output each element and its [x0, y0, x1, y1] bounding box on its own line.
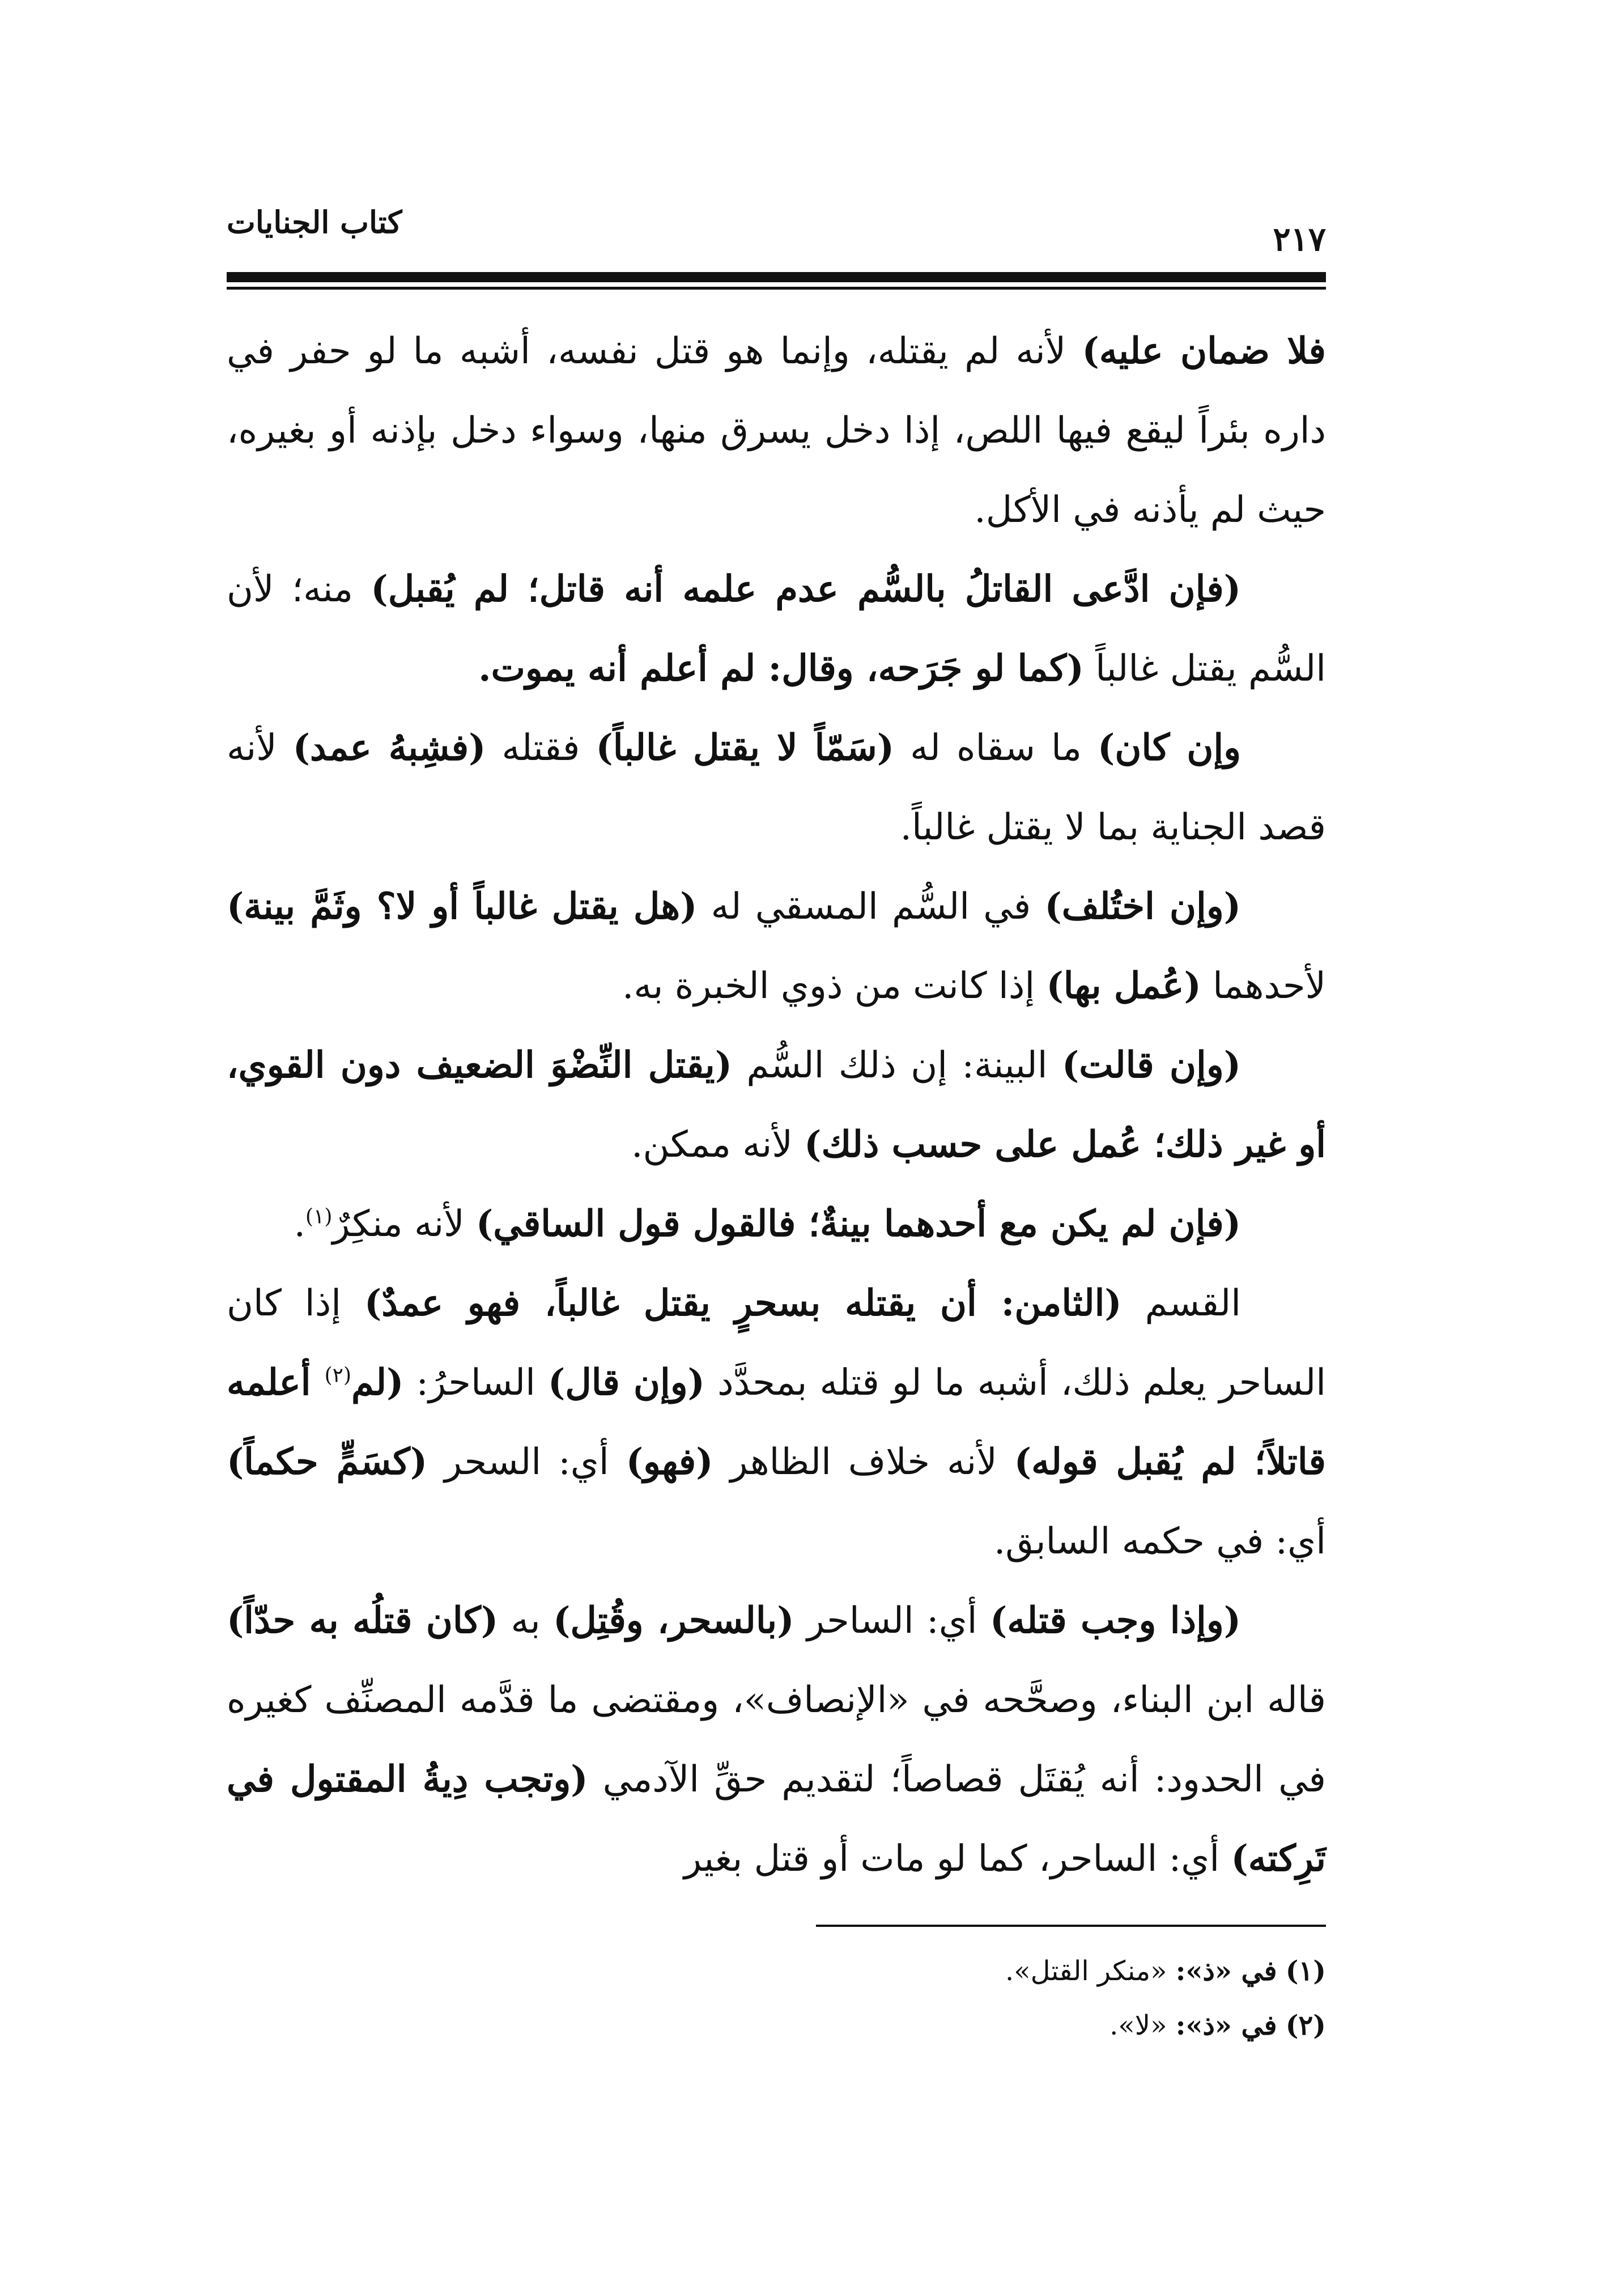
sharh-text: ما سقاه له — [894, 727, 1098, 769]
page-number: ٢١٧ — [1273, 220, 1326, 258]
footnote — [567, 1944, 1326, 1998]
footnote-source: في «ذ»: — [1175, 1955, 1277, 1987]
matn-text: (الثامن: أن يقتله بسحرٍ يقتل غالباً، فهو عمدٌ) — [364, 1282, 1122, 1324]
paragraph — [227, 1581, 1326, 1899]
paragraph — [227, 1026, 1326, 1184]
matn-text: (كما لو جَرَحه، وقال: لم أعلم أنه يموت. — [478, 647, 1084, 690]
matn-text: (فشِبهُ عمد) — [292, 727, 486, 769]
sharh-text: لأحدهما — [1201, 965, 1326, 1007]
footnote-number: (٢) — [1285, 2010, 1326, 2041]
matn-text: (هل يقتل غالباً أو لا؟ وثَمَّ بينة) — [227, 885, 698, 928]
footnote-reference: (١) — [305, 1205, 333, 1229]
sharh-text: منه؛ لأن السُّم يقتل غالباً — [227, 568, 1326, 690]
sharh-text: لأنه ممكن. — [631, 1124, 805, 1166]
matn-text: (وتجب دِيةُ المقتول في تَرِكته) — [227, 1758, 1326, 1880]
paragraph — [227, 867, 1326, 1026]
sharh-text: أي: الساحر — [794, 1600, 990, 1642]
sharh-text: لأنه قصد الجناية بما لا يقتل غالباً. — [227, 727, 1326, 848]
matn-text: (كان قتلُه به حدّاً) — [227, 1599, 499, 1642]
header-rule-thick — [227, 272, 1326, 282]
matn-text: وإن كان) — [1098, 727, 1242, 769]
matn-text: (وإن اختُلف) — [1044, 885, 1242, 928]
sharh-text: لأنه منكِرٌ — [332, 1203, 476, 1245]
footnote-text: «منكر القتل». — [1005, 1955, 1167, 1987]
footnote-text: «لا». — [1109, 2010, 1167, 2041]
body-text — [227, 312, 1326, 1899]
matn-text: (سَمّاً لا يقتل غالباً) — [596, 727, 894, 769]
sharh-text: . — [294, 1203, 305, 1245]
sharh-text: في السُّم المسقي له — [697, 886, 1045, 928]
sharh-text: أي: السحر — [427, 1441, 626, 1483]
matn-text: أعلمه قاتلاً؛ لم يُقبل قوله) — [227, 1361, 1327, 1483]
page-header — [227, 204, 1326, 266]
paragraph — [227, 708, 1326, 867]
sharh-text: لأنه لم يقتله، وإنما هو قتل نفسه، أشبه ما لو حفر في داره بئراً ليقع فيها اللص، إذا دخل يسرق منها، وسواء دخل بإذنه أو بغيره، حيث لم يأذنه في الأكل. — [227, 330, 1326, 531]
sharh-text: إذا كان الساحر يعلم ذلك، أشبه ما لو قتله بمحدَّد — [227, 1283, 1326, 1404]
paragraph — [227, 1184, 1326, 1264]
footnote-source: في «ذ»: — [1175, 2010, 1277, 2041]
paragraph — [227, 550, 1326, 708]
sharh-text: البينة: إن ذلك السُّم — [732, 1044, 1062, 1086]
header-rule-thin — [227, 287, 1326, 290]
matn-text: (وإن قالت) — [1061, 1044, 1242, 1086]
matn-text: (يقتل النِّضْوَ الضعيف دون القوي، أو غير ذلك؛ عُمل على حسب ذلك) — [227, 1044, 1326, 1166]
sharh-text: لأنه خلاف الظاهر — [713, 1441, 1014, 1483]
sharh-text: قاله ابن البناء، وصحَّحه في «الإنصاف»، ومقتضى ما قدَّمه المصنِّف كغيره في الحدود: أنه يُقتَل قصاصاً؛ لتقديم حقِّ الآدمي — [227, 1679, 1327, 1801]
sharh-text: فقتله — [486, 727, 596, 769]
matn-text: (عُمل بها) — [1046, 965, 1201, 1007]
sharh-text: به — [498, 1600, 554, 1642]
running-title: كتاب الجنايات — [227, 204, 402, 240]
paragraph — [227, 312, 1326, 550]
sharh-text: إذا كانت من ذوي الخبرة به. — [622, 965, 1047, 1007]
matn-text: (لم — [351, 1361, 404, 1404]
matn-text: (وإن قال) — [548, 1361, 705, 1404]
sharh-text: الساحرُ: — [403, 1362, 548, 1404]
paragraph — [227, 1264, 1326, 1581]
footnote — [567, 1998, 1326, 2053]
sharh-text: القسم — [1121, 1283, 1242, 1324]
footnote-number: (١) — [1285, 1955, 1326, 1987]
matn-text: (بالسحر، وقُتِل) — [553, 1599, 794, 1642]
footnote-rule — [816, 1925, 1326, 1927]
matn-text: (كسَمٍّ حكماً) — [227, 1441, 428, 1483]
sharh-text: أي: الساحر، كما لو مات أو قتل بغير — [683, 1838, 1231, 1880]
footnote-reference: (٢) — [324, 1364, 351, 1387]
sharh-text: أي: في حكمه السابق. — [993, 1521, 1326, 1562]
matn-text: (فهو) — [626, 1441, 713, 1483]
matn-text: (وإذا وجب قتله) — [990, 1599, 1242, 1642]
footnotes — [567, 1944, 1326, 2053]
matn-text: فلا ضمان عليه) — [1082, 330, 1327, 372]
matn-text: (فإن ادَّعى القاتلُ بالسُّم عدم علمه أنه قاتل؛ لم يُقبل) — [371, 568, 1242, 610]
matn-text: (فإن لم يكن مع أحدهما بينةٌ؛ فالقول قول الساقي) — [476, 1203, 1241, 1245]
